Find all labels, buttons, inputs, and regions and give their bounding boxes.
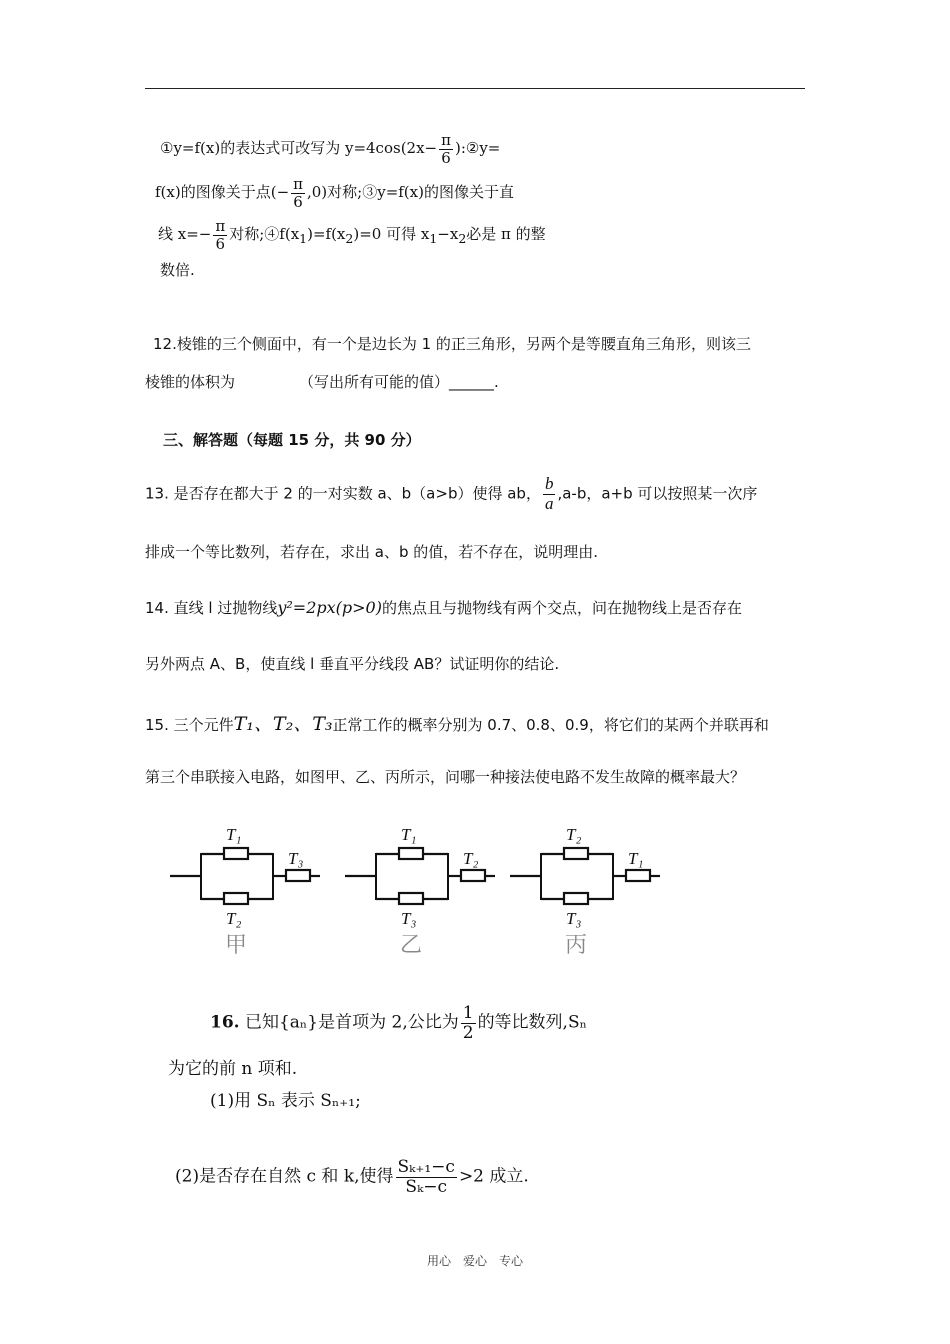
q15-line1: 15. 三个元件T₁、T₂、T₃正常工作的概率分别为 0.7、0.8、0.9，将它们的某两个并联再和 — [145, 713, 769, 735]
label-series: T₁ — [628, 849, 644, 868]
q14-line1: 14. 直线 l 过抛物线y²=2px(p>0)的焦点且与抛物线有两个交点，问在抛物线上是否存在 — [145, 598, 742, 617]
p11-line3: 线 x=− $\frac{\pi}{6}$ 对称$;④f(x_1)=f(x_2)=0$ 可得 $x_1-x_2$必是 π 的整 — [158, 217, 546, 253]
circuit-caption: 甲 — [225, 933, 248, 958]
q13-line1: 13. 是否存在都大于 2 的一对实数 a、b（a>b）使得 ab， $\frac{b}{a}$ ,a-b，a+b 可以按照某一次序 — [145, 474, 758, 513]
p11-line1: ①y=f(x)的表达式可改写为 y=4cos(2x− $\frac{\pi}{6}$ ):②y= — [160, 131, 501, 167]
q14-line2: 另外两点 A、B，使直线 l 垂直平分线段 AB？试证明你的结论. — [145, 655, 560, 673]
label-series: T₂ — [463, 849, 479, 868]
q16-line1: 16. 已知{aₙ}是首项为 2,公比为 $\frac{1}{2}$ 的等比数列,Sₙ — [210, 1003, 587, 1043]
q16-line2: 为它的前 n 项和. — [168, 1059, 298, 1079]
section-heading: 三、解答题（每题 15 分，共 90 分） — [163, 431, 421, 449]
q13-line2: 排成一个等比数列，若存在，求出 a、b 的值，若不存在，说明理由. — [145, 543, 599, 561]
circuit-caption: 乙 — [400, 933, 423, 958]
label-bottom: T₃ — [566, 909, 582, 928]
header-rule — [145, 88, 805, 89]
label-bottom: T₃ — [401, 909, 417, 928]
label-top: T₁ — [226, 825, 242, 844]
p11-line2: f(x)的图像关于点(− $\frac{\pi}{6}$ ,0)对称;③y=f(x)的图像关于直 — [155, 175, 514, 211]
label-top: T₁ — [401, 825, 417, 844]
label-bottom: T₂ — [226, 909, 242, 928]
parabola-formula: y²=2px(p>0) — [277, 598, 382, 617]
q12-line2: 棱锥的体积为 （写出所有可能的值）______. — [145, 373, 499, 391]
q16-line3: (1)用 Sₙ 表示 Sₙ₊₁; — [210, 1091, 361, 1111]
page-footer: 用心 爱心 专心 — [426, 1254, 523, 1268]
circuit-caption: 丙 — [565, 933, 588, 958]
q15-line2: 第三个串联接入电路，如图甲、乙、丙所示，问哪一种接法使电路不发生故障的概率最大？ — [145, 768, 746, 786]
label-series: T₃ — [288, 849, 304, 868]
element-names: T₁、T₂、T₃ — [233, 713, 333, 735]
label-top: T₂ — [566, 825, 582, 844]
q12-line1: 12.棱锥的三个侧面中，有一个是边长为 1 的正三角形，另两个是等腰直角三角形，则该三 — [153, 335, 751, 353]
q16-line4: (2)是否存在自然 c 和 k,使得 $\frac{\text{Sₖ₊₁−c}}{\text{Sₖ−c}}$ >2 成立. — [175, 1157, 529, 1197]
p11-line4: 数倍. — [160, 261, 195, 279]
